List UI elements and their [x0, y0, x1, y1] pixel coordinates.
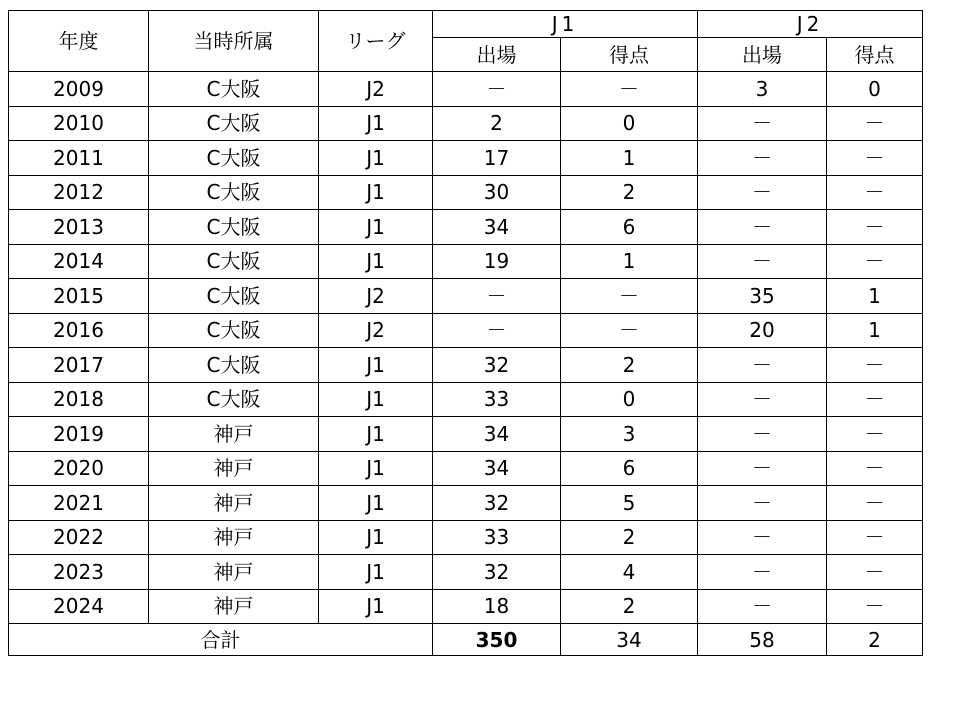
header-row-top — [9, 11, 923, 38]
cell-j1-goals: 2 — [561, 589, 698, 624]
cell-league: J1 — [319, 175, 433, 210]
cell-j1-goals: － — [561, 313, 698, 348]
cell-league: J1 — [319, 210, 433, 245]
cell-club: 神戸 — [149, 555, 319, 590]
cell-year: 2013 — [9, 210, 149, 245]
cell-j1-goals: 5 — [561, 486, 698, 521]
cell-club: 神戸 — [149, 486, 319, 521]
cell-j2-goals: － — [827, 486, 923, 521]
cell-j2-apps: 20 — [698, 313, 827, 348]
cell-year: 2009 — [9, 72, 149, 107]
cell-j1-apps: 34 — [433, 451, 561, 486]
cell-j2-goals: － — [827, 589, 923, 624]
cell-j2-goals: 1 — [827, 279, 923, 314]
cell-year: 2023 — [9, 555, 149, 590]
table-row — [9, 106, 923, 141]
cell-j1-goals: 1 — [561, 141, 698, 176]
cell-club: 神戸 — [149, 451, 319, 486]
header-j2-apps: 出場 — [698, 38, 827, 72]
header-league: リーグ — [319, 11, 433, 72]
cell-j1-apps: 2 — [433, 106, 561, 141]
cell-j1-apps: 30 — [433, 175, 561, 210]
cell-club: C大阪 — [149, 313, 319, 348]
header-year: 年度 — [9, 11, 149, 72]
cell-year: 2014 — [9, 244, 149, 279]
cell-j1-apps: 34 — [433, 210, 561, 245]
cell-j2-apps: 35 — [698, 279, 827, 314]
cell-j2-apps: － — [698, 348, 827, 383]
cell-j2-goals: 1 — [827, 313, 923, 348]
cell-j2-goals: － — [827, 382, 923, 417]
cell-j2-apps: － — [698, 106, 827, 141]
cell-j1-goals: － — [561, 279, 698, 314]
cell-j2-apps: － — [698, 589, 827, 624]
cell-j2-goals: － — [827, 175, 923, 210]
cell-year: 2016 — [9, 313, 149, 348]
cell-year: 2024 — [9, 589, 149, 624]
cell-j2-apps: 3 — [698, 72, 827, 107]
cell-club: C大阪 — [149, 210, 319, 245]
cell-league: J1 — [319, 417, 433, 452]
cell-j2-goals: － — [827, 141, 923, 176]
cell-year: 2012 — [9, 175, 149, 210]
cell-j1-goals: 6 — [561, 451, 698, 486]
cell-year: 2018 — [9, 382, 149, 417]
cell-j2-apps: － — [698, 520, 827, 555]
cell-j2-apps: － — [698, 451, 827, 486]
table-row — [9, 382, 923, 417]
cell-league: J1 — [319, 141, 433, 176]
cell-club: C大阪 — [149, 382, 319, 417]
header-j2: J2 — [698, 11, 923, 38]
cell-club: C大阪 — [149, 141, 319, 176]
cell-j2-goals: 0 — [827, 72, 923, 107]
header-j1: J1 — [433, 11, 698, 38]
cell-j2-goals: － — [827, 417, 923, 452]
cell-j1-apps: 17 — [433, 141, 561, 176]
cell-j1-apps: － — [433, 313, 561, 348]
cell-league: J1 — [319, 106, 433, 141]
cell-j1-apps: 32 — [433, 486, 561, 521]
cell-j2-apps: － — [698, 210, 827, 245]
total-j1-goals: 34 — [561, 624, 698, 656]
career-stats-table — [8, 10, 923, 656]
table-row — [9, 175, 923, 210]
cell-league: J2 — [319, 313, 433, 348]
cell-j1-goals: 2 — [561, 520, 698, 555]
cell-year: 2011 — [9, 141, 149, 176]
cell-year: 2017 — [9, 348, 149, 383]
cell-league: J1 — [319, 486, 433, 521]
cell-j2-goals: － — [827, 106, 923, 141]
cell-j1-apps: － — [433, 279, 561, 314]
cell-club: C大阪 — [149, 244, 319, 279]
header-j1-apps: 出場 — [433, 38, 561, 72]
cell-j1-goals: － — [561, 72, 698, 107]
cell-j1-apps: 32 — [433, 348, 561, 383]
header-j2-goals: 得点 — [827, 38, 923, 72]
cell-j2-apps: － — [698, 417, 827, 452]
cell-j2-apps: － — [698, 244, 827, 279]
cell-club: 神戸 — [149, 417, 319, 452]
cell-year: 2020 — [9, 451, 149, 486]
cell-j2-goals: － — [827, 451, 923, 486]
cell-j2-apps: － — [698, 141, 827, 176]
cell-j1-goals: 0 — [561, 382, 698, 417]
cell-j2-goals: － — [827, 520, 923, 555]
total-j2-goals: 2 — [827, 624, 923, 656]
cell-j1-goals: 0 — [561, 106, 698, 141]
header-club: 当時所属 — [149, 11, 319, 72]
table-row — [9, 486, 923, 521]
cell-club: C大阪 — [149, 279, 319, 314]
cell-year: 2015 — [9, 279, 149, 314]
table-row — [9, 210, 923, 245]
cell-j1-apps: 19 — [433, 244, 561, 279]
cell-league: J2 — [319, 279, 433, 314]
cell-league: J1 — [319, 555, 433, 590]
cell-j1-apps: 33 — [433, 520, 561, 555]
table-row — [9, 279, 923, 314]
cell-club: C大阪 — [149, 175, 319, 210]
table-row — [9, 141, 923, 176]
table-row — [9, 555, 923, 590]
cell-league: J1 — [319, 589, 433, 624]
cell-j1-apps: 34 — [433, 417, 561, 452]
cell-year: 2010 — [9, 106, 149, 141]
cell-club: C大阪 — [149, 348, 319, 383]
cell-league: J1 — [319, 382, 433, 417]
table-row — [9, 451, 923, 486]
total-label: 合計 — [9, 624, 433, 656]
cell-year: 2019 — [9, 417, 149, 452]
cell-j2-apps: － — [698, 486, 827, 521]
total-row — [9, 624, 923, 656]
cell-club: 神戸 — [149, 589, 319, 624]
cell-j1-apps: 32 — [433, 555, 561, 590]
cell-j2-apps: － — [698, 382, 827, 417]
cell-j2-goals: － — [827, 244, 923, 279]
cell-j1-goals: 6 — [561, 210, 698, 245]
cell-j2-goals: － — [827, 348, 923, 383]
cell-club: C大阪 — [149, 106, 319, 141]
cell-club: 神戸 — [149, 520, 319, 555]
cell-j1-apps: 33 — [433, 382, 561, 417]
cell-j1-goals: 3 — [561, 417, 698, 452]
cell-league: J1 — [319, 520, 433, 555]
cell-j2-apps: － — [698, 555, 827, 590]
cell-j1-goals: 4 — [561, 555, 698, 590]
table-row — [9, 520, 923, 555]
cell-league: J2 — [319, 72, 433, 107]
table-row — [9, 348, 923, 383]
cell-league: J1 — [319, 451, 433, 486]
table-row — [9, 417, 923, 452]
table-row — [9, 244, 923, 279]
cell-year: 2022 — [9, 520, 149, 555]
cell-j1-goals: 1 — [561, 244, 698, 279]
table-row — [9, 72, 923, 107]
table-row — [9, 313, 923, 348]
cell-j1-apps: 18 — [433, 589, 561, 624]
table-row — [9, 589, 923, 624]
cell-league: J1 — [319, 348, 433, 383]
cell-j1-goals: 2 — [561, 348, 698, 383]
cell-j1-goals: 2 — [561, 175, 698, 210]
cell-j1-apps: － — [433, 72, 561, 107]
cell-year: 2021 — [9, 486, 149, 521]
header-j1-goals: 得点 — [561, 38, 698, 72]
cell-league: J1 — [319, 244, 433, 279]
cell-club: C大阪 — [149, 72, 319, 107]
cell-j2-apps: － — [698, 175, 827, 210]
total-j2-apps: 58 — [698, 624, 827, 656]
cell-j2-goals: － — [827, 555, 923, 590]
cell-j2-goals: － — [827, 210, 923, 245]
total-j1-apps: 350 — [433, 624, 561, 656]
